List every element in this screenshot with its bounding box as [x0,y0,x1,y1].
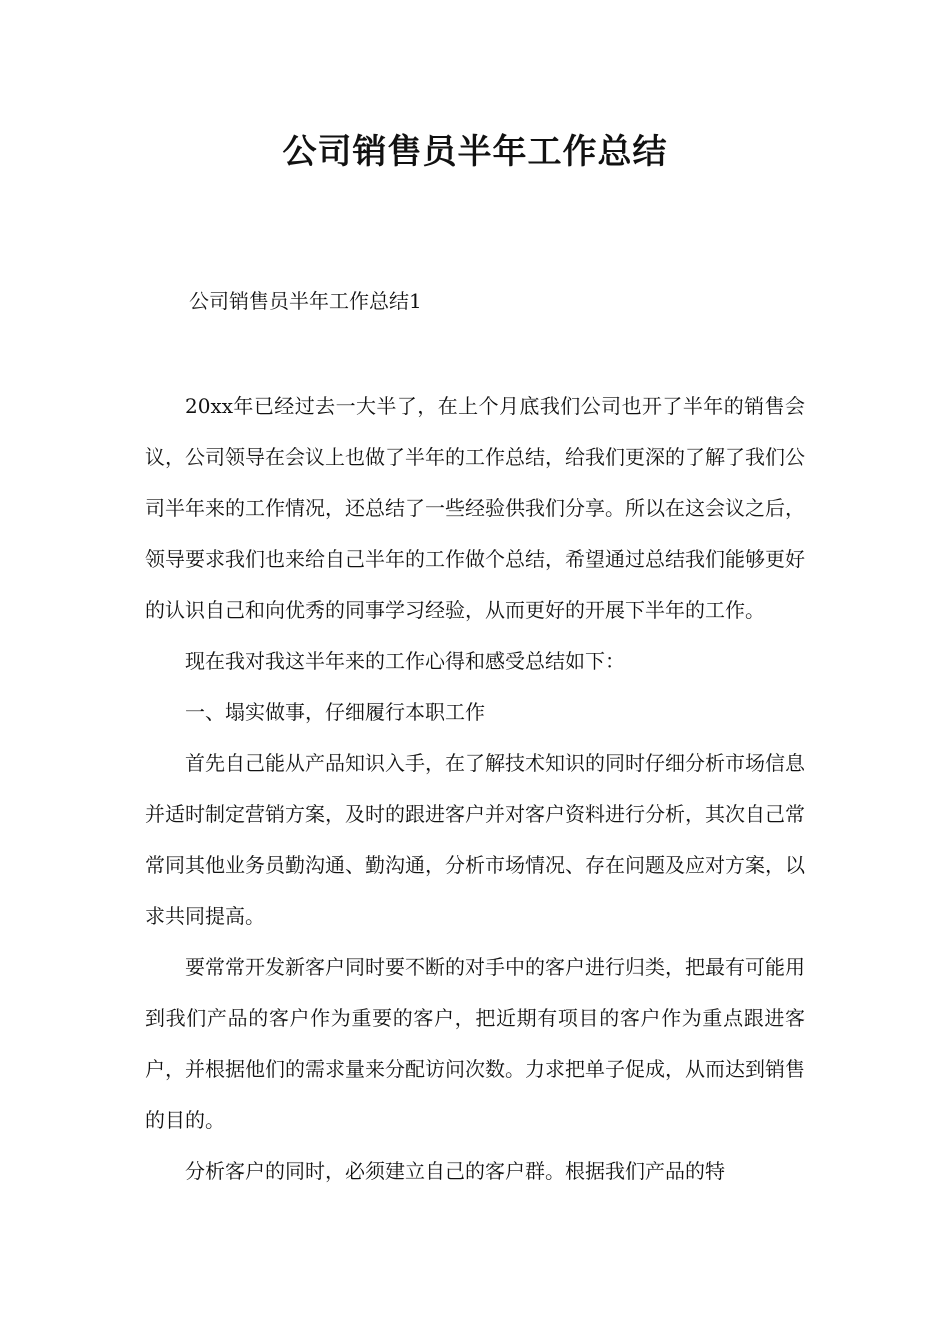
paragraph-product-knowledge: 首先自己能从产品知识入手，在了解技术知识的同时仔细分析市场信息并适时制定营销方案，及时的跟进客户并对客户资料进行分析，其次自己常常同其他业务员勤沟通、勤沟通，分析市场情况、存在问题及应对方案，以求共同提高。 [145,751,805,928]
document-title: 公司销售员半年工作总结 [282,132,668,172]
document-body [145,381,805,1197]
paragraph-summary-lead: 现在我对我这半年来的工作心得和感受总结如下： [185,649,625,673]
section-heading-1: 一、塌实做事，仔细履行本职工作 [185,700,485,724]
paragraph-customer-group: 分析客户的同时，必须建立自己的客户群。根据我们产品的特 [185,1159,725,1183]
paragraph-new-customers: 要常常开发新客户同时要不断的对手中的客户进行归类，把最有可能用到我们产品的客户作为重要的客户，把近期有项目的客户作为重点跟进客户，并根据他们的需求量来分配访问次数。力求把单子促成，从而达到销售的目的。 [145,955,805,1132]
paragraph-intro: 20xx年已经过去一大半了，在上个月底我们公司也开了半年的销售会议，公司领导在会议上也做了半年的工作总结，给我们更深的了解了我们公司半年来的工作情况，还总结了一些经验供我们分享。所以在这会议之后，领导要求我们也来给自己半年的工作做个总结，希望通过总结我们能够更好的认识自己和向优秀的同事学习经验，从而更好的开展下半年的工作。 [145,394,805,622]
section-subtitle: 公司销售员半年工作总结1 [189,289,422,313]
